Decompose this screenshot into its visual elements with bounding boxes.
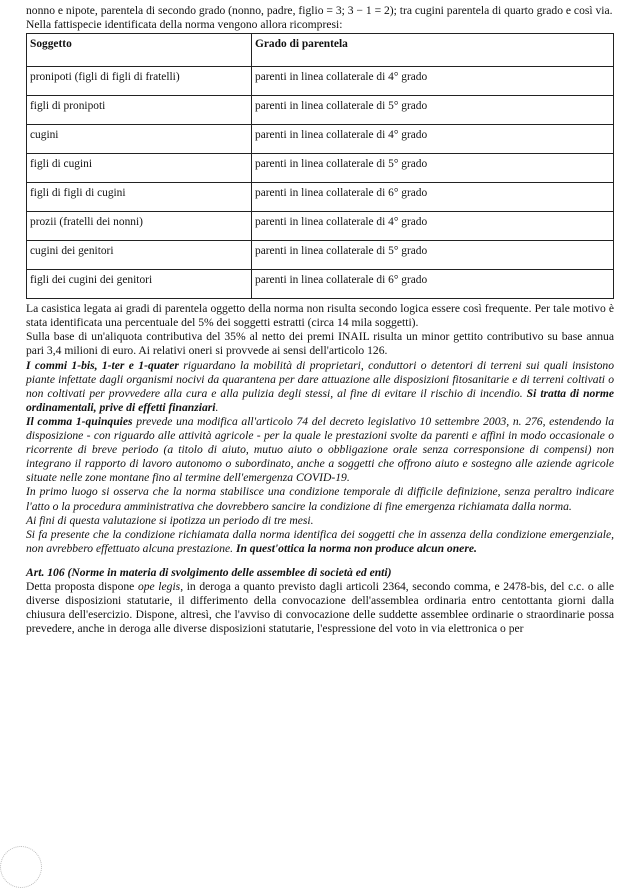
- aliquota-paragraph: Sulla base di un'aliquota contributiva del 35% al netto dei premi INAIL risulta un minor gettito contributivo su base annua pari 3,4 milioni di euro. Ai relativi oneri si provvede ai sensi dell'articolo 126.: [26, 330, 614, 358]
- si-fa-text: Si fa presente che la condizione richiamata dalla norma identifica dei soggetti che in assenza della condizione emergenziale, non avrebbero effettuato alcuna prestazione.: [26, 527, 614, 555]
- table-row: [27, 183, 614, 212]
- cell-grado: parenti in linea collaterale di 4° grado: [252, 67, 614, 96]
- cell-grado: parenti in linea collaterale di 6° grado: [252, 183, 614, 212]
- art106-text-b: , in deroga a quanto previsto dagli articoli 2364, secondo comma, e 2478-bis, del c.c. o alle diverse disposizioni statutarie, il differimento della convocazione dell'assemblea ordinaria entro centottanta giorni dalla chiusura dell'esercizio. Dispone, altresì, che l'avviso di convocazione delle suddette assemblee ordinarie o straordinarie possa prevedere, anche in deroga alle diverse disposizioni statutarie, l'espressione del voto in via elettronica o per: [26, 579, 614, 636]
- cell-soggetto: pronipoti (figli di figli di fratelli): [27, 67, 252, 96]
- table-row: [27, 241, 614, 270]
- cell-grado: parenti in linea collaterale di 4° grado: [252, 212, 614, 241]
- cell-grado: parenti in linea collaterale di 6° grado: [252, 270, 614, 299]
- art106-title: Art. 106 (Norme in materia di svolgimento delle assemblee di società ed enti): [26, 565, 392, 579]
- casistica-paragraph: La casistica legata ai gradi di parentela oggetto della norma non risulta secondo logica essere così frequente. Per tale motivo è stata identificata una percentuale del 5% dei soggetti estratti (circa 14 mila soggetti).: [26, 302, 614, 330]
- si-fa-paragraph: [26, 528, 614, 556]
- primo-luogo-paragraph: In primo luogo si osserva che la norma stabilisce una condizione temporale di difficile definizione, senza peraltro indicare l'atto o la procedura amministrativa che dovrebbero sancire la condizione di fine emergenza richiamata dalla norma.: [26, 485, 614, 513]
- table-row: [27, 270, 614, 299]
- cell-soggetto: figli di cugini: [27, 154, 252, 183]
- quinquies-label: Il comma 1-quinquies: [26, 414, 133, 428]
- cell-grado: parenti in linea collaterale di 5° grado: [252, 154, 614, 183]
- intro-paragraph: nonno e nipote, parentela di secondo grado (nonno, padre, figlio = 3; 3 − 1 = 2); tra cugini parentela di quarto grado e così via.: [26, 4, 613, 17]
- document-page: [26, 4, 614, 636]
- commi-conclusion: Si tratta di norme ordinamentali, prive di effetti finanziari: [26, 386, 614, 414]
- cell-soggetto: cugini: [27, 125, 252, 154]
- cell-soggetto: figli dei cugini dei genitori: [27, 270, 252, 299]
- cell-soggetto: prozii (fratelli dei nonni): [27, 212, 252, 241]
- table-row: [27, 67, 614, 96]
- si-fa-conclusion: In quest'ottica la norma non produce alcun onere.: [235, 541, 477, 555]
- header-soggetto: Soggetto: [27, 34, 252, 67]
- quinquies-paragraph: [26, 415, 614, 485]
- table-row: [27, 154, 614, 183]
- cell-grado: parenti in linea collaterale di 4° grado: [252, 125, 614, 154]
- art106-text-a: Detta proposta dispone: [26, 579, 138, 593]
- table-header-row: [27, 34, 614, 67]
- table-row: [27, 125, 614, 154]
- seal-stamp: [0, 846, 42, 888]
- intro-lead: Nella fattispecie identificata della norma vengono allora ricompresi:: [26, 18, 343, 32]
- ai-fini-paragraph: Ai fini di questa valutazione si ipotizza un periodo di tre mesi.: [26, 513, 314, 527]
- cell-grado: parenti in linea collaterale di 5° grado: [252, 96, 614, 125]
- cell-soggetto: figli di figli di cugini: [27, 183, 252, 212]
- table-row: [27, 212, 614, 241]
- kinship-table: [26, 33, 614, 299]
- commi-end: .: [215, 400, 219, 414]
- commi-paragraph: [26, 359, 614, 415]
- art106-paragraph: [26, 580, 614, 636]
- commi-text: riguardano la mobilità di proprietari, conduttori o detentori di terreni sui quali insistono piante infettate dagli organismi nocivi da quarantena per dare attuazione alle disposizioni fitosanitarie e di terreni coltivati o non coltivati per provvedere alla cura e alla pulizia degli stessi, al fine di evitare il rischio di incendio.: [26, 358, 614, 400]
- commi-label: I commi 1-bis, 1-ter e 1-quater: [26, 358, 179, 372]
- table-row: [27, 96, 614, 125]
- art106-ope-legis: ope legis: [137, 579, 181, 593]
- quinquies-text: prevede una modifica all'articolo 74 del decreto legislativo 10 settembre 2003, n. 276, estendendo la disposizione - con riguardo alle attività agricole - per la quale le prestazioni svolte da parenti e affini in modo occasionale o ricorrente di breve periodo (a titolo di aiuto, mutuo aiuto o obbligazione orale senza corresponsione di compensi) non integrano il rapporto di lavoro autonomo o subordinato, anche a soggetti che offrono aiuto e sostegno alle aziende agricole situate nelle zone montane fino al termine dell'emergenza COVID-19.: [26, 414, 614, 485]
- cell-soggetto: cugini dei genitori: [27, 241, 252, 270]
- cell-soggetto: figli di pronipoti: [27, 96, 252, 125]
- cell-grado: parenti in linea collaterale di 5° grado: [252, 241, 614, 270]
- header-grado: Grado di parentela: [252, 34, 614, 67]
